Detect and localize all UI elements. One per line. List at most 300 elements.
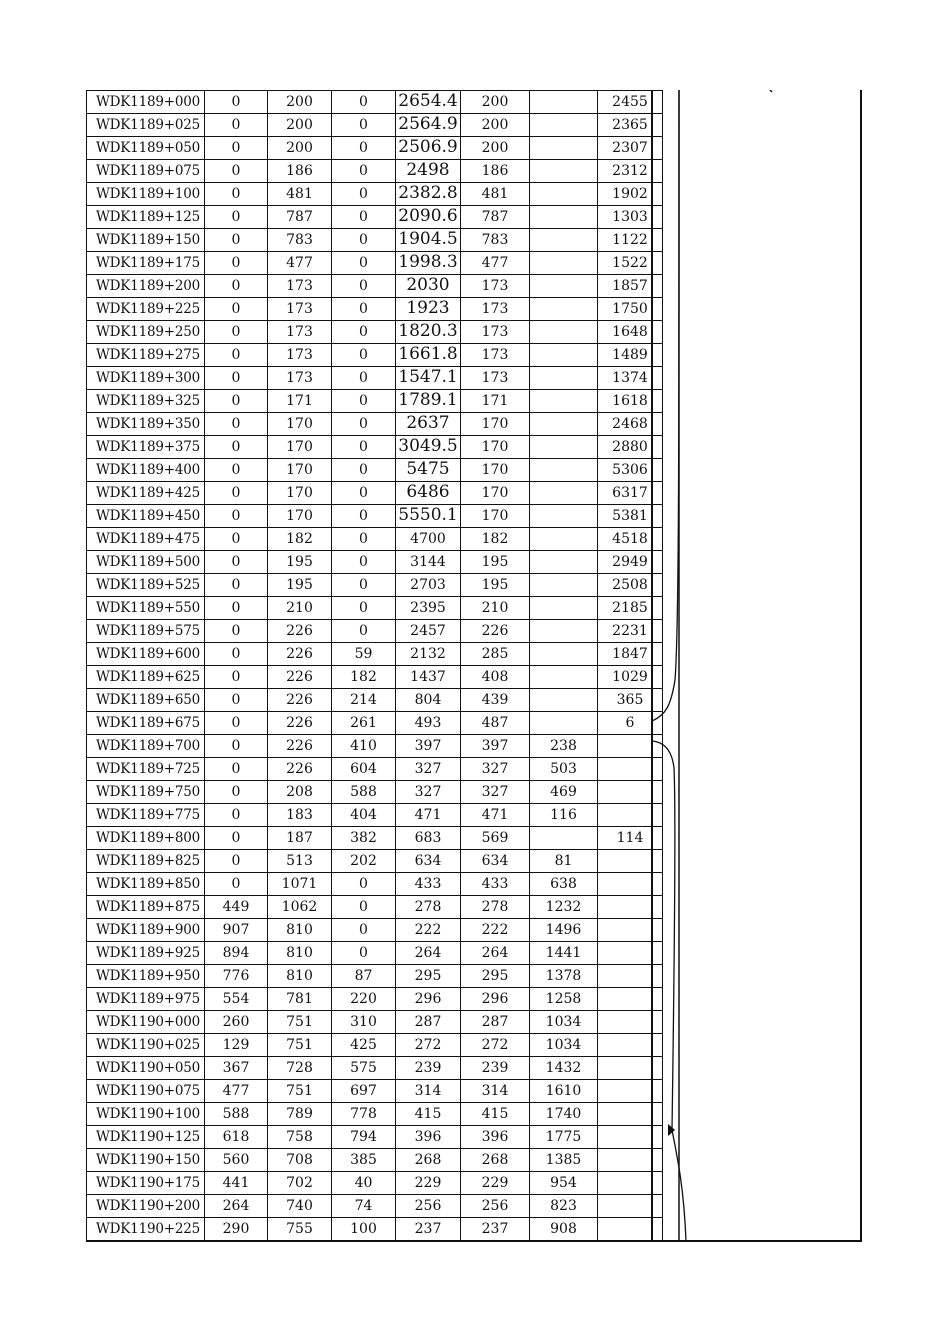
table-cell: 634 <box>461 850 530 873</box>
table-cell: 186 <box>461 160 530 183</box>
table-cell: 226 <box>268 620 332 643</box>
table-cell: 200 <box>268 91 332 114</box>
table-cell: WDK1189+375 <box>87 436 205 459</box>
table-cell: 1258 <box>530 988 598 1011</box>
table-cell: 114 <box>598 827 663 850</box>
table-cell: 0 <box>205 229 268 252</box>
table-cell: 2506.9 <box>396 137 461 160</box>
table-cell: 173 <box>461 367 530 390</box>
table-cell: 238 <box>530 735 598 758</box>
table-cell: 0 <box>332 620 396 643</box>
table-cell: 702 <box>268 1172 332 1195</box>
table-cell: 415 <box>461 1103 530 1126</box>
table-cell: WDK1189+650 <box>87 689 205 712</box>
table-cell: 173 <box>461 275 530 298</box>
table-cell: 0 <box>205 804 268 827</box>
table-cell: 0 <box>332 137 396 160</box>
table-cell: 908 <box>530 1218 598 1241</box>
table-cell: 1740 <box>530 1103 598 1126</box>
table-cell: 314 <box>396 1080 461 1103</box>
table-cell: 0 <box>205 137 268 160</box>
table-cell: 116 <box>530 804 598 827</box>
table-cell: 433 <box>396 873 461 896</box>
table-cell: WDK1189+975 <box>87 988 205 1011</box>
table-cell: 210 <box>268 597 332 620</box>
table-cell: 296 <box>461 988 530 1011</box>
table-cell: 0 <box>332 528 396 551</box>
table-cell: 226 <box>268 735 332 758</box>
table-cell: 0 <box>205 206 268 229</box>
table-cell: 195 <box>268 551 332 574</box>
table-cell: 0 <box>205 252 268 275</box>
table-cell: 6317 <box>598 482 663 505</box>
table-cell: 2564.9 <box>396 114 461 137</box>
table-cell: 2312 <box>598 160 663 183</box>
table-cell: WDK1189+200 <box>87 275 205 298</box>
table-cell: 186 <box>268 160 332 183</box>
table-cell: WDK1189+275 <box>87 344 205 367</box>
table-cell: 604 <box>332 758 396 781</box>
table-cell: WDK1190+150 <box>87 1149 205 1172</box>
table-cell: 894 <box>205 942 268 965</box>
table-cell: 683 <box>396 827 461 850</box>
table-cell: 0 <box>205 459 268 482</box>
table-cell: 296 <box>396 988 461 1011</box>
table-cell: 385 <box>332 1149 396 1172</box>
table-cell: 0 <box>205 91 268 114</box>
table-cell: 0 <box>332 390 396 413</box>
table-cell: 222 <box>461 919 530 942</box>
table-cell: 268 <box>461 1149 530 1172</box>
table-cell: 287 <box>461 1011 530 1034</box>
table-cell: WDK1189+825 <box>87 850 205 873</box>
table-cell: 1029 <box>598 666 663 689</box>
tick-mark <box>770 90 772 92</box>
table-cell: 365 <box>598 689 663 712</box>
table-cell: 396 <box>461 1126 530 1149</box>
table-cell: 1437 <box>396 666 461 689</box>
table-cell: 410 <box>332 735 396 758</box>
table-cell: 1441 <box>530 942 598 965</box>
table-cell: 170 <box>268 482 332 505</box>
table-cell: 327 <box>396 781 461 804</box>
table-cell: 1775 <box>530 1126 598 1149</box>
table-cell: WDK1189+250 <box>87 321 205 344</box>
table-cell: 1923 <box>396 298 461 321</box>
table-cell: 2185 <box>598 597 663 620</box>
table-cell: 404 <box>332 804 396 827</box>
table-cell: WDK1189+175 <box>87 252 205 275</box>
table-cell: 0 <box>205 597 268 620</box>
table-cell: 751 <box>268 1080 332 1103</box>
table-cell: 1489 <box>598 344 663 367</box>
table-cell: WDK1190+175 <box>87 1172 205 1195</box>
table-cell: 487 <box>461 712 530 735</box>
table-cell: WDK1189+425 <box>87 482 205 505</box>
table-cell: 222 <box>396 919 461 942</box>
table-cell: WDK1189+575 <box>87 620 205 643</box>
table-cell: 2090.6 <box>396 206 461 229</box>
table-cell: 1857 <box>598 275 663 298</box>
table-cell: WDK1189+800 <box>87 827 205 850</box>
table-cell: 187 <box>268 827 332 850</box>
table-cell: 264 <box>396 942 461 965</box>
table-cell: 0 <box>205 413 268 436</box>
table-cell: WDK1189+925 <box>87 942 205 965</box>
table-cell: 2457 <box>396 620 461 643</box>
mass-haul-sheet <box>86 90 862 1241</box>
table-cell: 170 <box>268 505 332 528</box>
table-cell: 1378 <box>530 965 598 988</box>
table-cell: WDK1189+100 <box>87 183 205 206</box>
table-cell: 314 <box>461 1080 530 1103</box>
table-cell: 397 <box>396 735 461 758</box>
table-cell: 1904.5 <box>396 229 461 252</box>
table-cell: 0 <box>205 827 268 850</box>
table-cell: 200 <box>268 137 332 160</box>
table-cell: 513 <box>268 850 332 873</box>
table-cell: 195 <box>461 551 530 574</box>
table-cell: 2508 <box>598 574 663 597</box>
table-cell: 170 <box>461 482 530 505</box>
table-cell: 202 <box>332 850 396 873</box>
table-cell: 59 <box>332 643 396 666</box>
table-cell: 2468 <box>598 413 663 436</box>
table-cell: 210 <box>461 597 530 620</box>
table-cell: WDK1189+775 <box>87 804 205 827</box>
table-cell: 171 <box>461 390 530 413</box>
table-cell: 226 <box>268 666 332 689</box>
table-cell: 237 <box>461 1218 530 1241</box>
table-cell: 0 <box>205 114 268 137</box>
table-cell: 804 <box>396 689 461 712</box>
table-cell: 1303 <box>598 206 663 229</box>
table-cell: 220 <box>332 988 396 1011</box>
table-cell: 4518 <box>598 528 663 551</box>
table-cell: 200 <box>461 114 530 137</box>
table-cell: 1648 <box>598 321 663 344</box>
table-cell: 1789.1 <box>396 390 461 413</box>
table-cell: 0 <box>332 91 396 114</box>
table-cell: 3049.5 <box>396 436 461 459</box>
table-cell: 237 <box>396 1218 461 1241</box>
table-cell: 261 <box>332 712 396 735</box>
table-cell: 40 <box>332 1172 396 1195</box>
table-cell: 2455 <box>598 91 663 114</box>
table-cell: WDK1189+700 <box>87 735 205 758</box>
table-cell: 229 <box>396 1172 461 1195</box>
table-cell: 100 <box>332 1218 396 1241</box>
table-cell: 171 <box>268 390 332 413</box>
table-cell: 2498 <box>396 160 461 183</box>
table-cell: 256 <box>396 1195 461 1218</box>
table-cell: 0 <box>205 574 268 597</box>
table-cell: 697 <box>332 1080 396 1103</box>
table-cell: 481 <box>461 183 530 206</box>
table-cell: 182 <box>461 528 530 551</box>
table-cell: WDK1190+000 <box>87 1011 205 1034</box>
table-cell: 200 <box>461 91 530 114</box>
table-cell: WDK1189+900 <box>87 919 205 942</box>
table-cell: 0 <box>332 551 396 574</box>
table-cell: 0 <box>205 781 268 804</box>
table-cell: 708 <box>268 1149 332 1172</box>
table-cell: WDK1189+400 <box>87 459 205 482</box>
table-cell: WDK1189+500 <box>87 551 205 574</box>
table-cell: 268 <box>396 1149 461 1172</box>
table-cell: 5306 <box>598 459 663 482</box>
table-cell: WDK1189+025 <box>87 114 205 137</box>
table-cell: 794 <box>332 1126 396 1149</box>
table-cell: WDK1190+125 <box>87 1126 205 1149</box>
table-cell: 226 <box>461 620 530 643</box>
table-cell: 0 <box>332 321 396 344</box>
table-cell: 0 <box>332 413 396 436</box>
table-cell: 214 <box>332 689 396 712</box>
table-cell: 170 <box>461 459 530 482</box>
table-cell: 0 <box>205 436 268 459</box>
table-cell: 618 <box>205 1126 268 1149</box>
table-cell: 4700 <box>396 528 461 551</box>
table-cell: WDK1189+875 <box>87 896 205 919</box>
table-cell: 1522 <box>598 252 663 275</box>
table-cell: 129 <box>205 1034 268 1057</box>
table-cell: 2382.8 <box>396 183 461 206</box>
table-cell: 170 <box>461 436 530 459</box>
table-cell: 2880 <box>598 436 663 459</box>
table-cell: 295 <box>396 965 461 988</box>
table-cell: 0 <box>205 390 268 413</box>
table-cell: 439 <box>461 689 530 712</box>
table-cell: 327 <box>396 758 461 781</box>
table-cell: 0 <box>205 505 268 528</box>
haul-curve-diagram <box>86 90 862 1241</box>
table-cell: 397 <box>461 735 530 758</box>
table-cell: 260 <box>205 1011 268 1034</box>
table-cell: 182 <box>268 528 332 551</box>
table-cell: 173 <box>268 275 332 298</box>
table-cell: 2703 <box>396 574 461 597</box>
table-cell: 272 <box>461 1034 530 1057</box>
table-cell: 264 <box>461 942 530 965</box>
table-cell: 272 <box>396 1034 461 1057</box>
table-cell: 1062 <box>268 896 332 919</box>
table-cell: 755 <box>268 1218 332 1241</box>
table-cell: 226 <box>268 712 332 735</box>
table-cell: 208 <box>268 781 332 804</box>
table-cell: 1618 <box>598 390 663 413</box>
table-cell: 0 <box>205 689 268 712</box>
table-cell: 954 <box>530 1172 598 1195</box>
table-cell: 0 <box>332 367 396 390</box>
table-cell: 569 <box>461 827 530 850</box>
table-cell: 0 <box>205 735 268 758</box>
table-cell: 471 <box>461 804 530 827</box>
table-cell: 239 <box>396 1057 461 1080</box>
table-cell: 415 <box>396 1103 461 1126</box>
table-cell: 173 <box>461 321 530 344</box>
table-cell: 170 <box>461 413 530 436</box>
table-cell: WDK1189+225 <box>87 298 205 321</box>
table-cell: 170 <box>268 413 332 436</box>
table-cell: 2307 <box>598 137 663 160</box>
table-cell: 1122 <box>598 229 663 252</box>
table-cell: 0 <box>205 873 268 896</box>
table-cell: 1610 <box>530 1080 598 1103</box>
table-cell: 173 <box>268 321 332 344</box>
table-cell: 1750 <box>598 298 663 321</box>
table-cell: 441 <box>205 1172 268 1195</box>
table-cell: 810 <box>268 965 332 988</box>
table-cell: 425 <box>332 1034 396 1057</box>
table-cell: WDK1190+025 <box>87 1034 205 1057</box>
table-cell: 396 <box>396 1126 461 1149</box>
table-cell: 0 <box>205 344 268 367</box>
table-cell: WDK1189+475 <box>87 528 205 551</box>
table-cell: 493 <box>396 712 461 735</box>
table-cell: 471 <box>396 804 461 827</box>
table-cell: WDK1189+550 <box>87 597 205 620</box>
table-cell: 787 <box>268 206 332 229</box>
table-cell: WDK1189+300 <box>87 367 205 390</box>
table-cell: WDK1189+600 <box>87 643 205 666</box>
table-cell: 433 <box>461 873 530 896</box>
table-cell: 740 <box>268 1195 332 1218</box>
table-cell: 87 <box>332 965 396 988</box>
table-cell: 2365 <box>598 114 663 137</box>
table-cell: 1385 <box>530 1149 598 1172</box>
table-cell: 5475 <box>396 459 461 482</box>
table-cell: 787 <box>461 206 530 229</box>
table-cell: 170 <box>268 436 332 459</box>
table-cell: 0 <box>332 942 396 965</box>
table-cell: 1034 <box>530 1011 598 1034</box>
table-cell: WDK1190+075 <box>87 1080 205 1103</box>
table-cell: 0 <box>332 298 396 321</box>
table-cell: 0 <box>205 643 268 666</box>
table-cell: 0 <box>332 896 396 919</box>
table-cell: 0 <box>332 574 396 597</box>
table-cell: WDK1189+525 <box>87 574 205 597</box>
table-cell: 1998.3 <box>396 252 461 275</box>
table-cell: 264 <box>205 1195 268 1218</box>
table-cell: 327 <box>461 758 530 781</box>
table-cell: 173 <box>268 344 332 367</box>
table-cell: 776 <box>205 965 268 988</box>
table-cell: 0 <box>332 873 396 896</box>
table-cell: 0 <box>205 183 268 206</box>
table-cell: 503 <box>530 758 598 781</box>
table-cell: WDK1189+325 <box>87 390 205 413</box>
mass-curve-segment-1 <box>652 90 679 721</box>
table-cell: 1661.8 <box>396 344 461 367</box>
mass-curve-segment-2 <box>652 741 675 1130</box>
table-cell: WDK1190+100 <box>87 1103 205 1126</box>
table-cell: 0 <box>332 275 396 298</box>
table-cell: 6486 <box>396 482 461 505</box>
table-cell: WDK1189+850 <box>87 873 205 896</box>
table-cell: 81 <box>530 850 598 873</box>
table-cell: 278 <box>461 896 530 919</box>
table-cell: 287 <box>396 1011 461 1034</box>
table-cell: 5550.1 <box>396 505 461 528</box>
table-cell: 0 <box>205 712 268 735</box>
table-cell: 0 <box>205 551 268 574</box>
table-cell: 226 <box>268 643 332 666</box>
table-cell: 2132 <box>396 643 461 666</box>
table-cell: 6 <box>598 712 663 735</box>
table-cell: 200 <box>461 137 530 160</box>
table-cell: 477 <box>205 1080 268 1103</box>
table-cell: 183 <box>268 804 332 827</box>
table-cell: 285 <box>461 643 530 666</box>
table-cell: 1847 <box>598 643 663 666</box>
table-cell: 634 <box>396 850 461 873</box>
table-cell: 2395 <box>396 597 461 620</box>
table-cell: 0 <box>332 505 396 528</box>
table-cell: 173 <box>268 367 332 390</box>
table-cell: 783 <box>268 229 332 252</box>
table-cell: 229 <box>461 1172 530 1195</box>
table-cell: 310 <box>332 1011 396 1034</box>
table-cell: 0 <box>332 344 396 367</box>
table-cell: WDK1189+725 <box>87 758 205 781</box>
table-cell: 2654.4 <box>396 91 461 114</box>
table-cell: WDK1189+125 <box>87 206 205 229</box>
table-cell: 0 <box>332 597 396 620</box>
table-cell: 758 <box>268 1126 332 1149</box>
table-cell: 5381 <box>598 505 663 528</box>
table-cell: 449 <box>205 896 268 919</box>
table-cell: 1432 <box>530 1057 598 1080</box>
table-cell: 408 <box>461 666 530 689</box>
table-cell: 778 <box>332 1103 396 1126</box>
table-cell: 823 <box>530 1195 598 1218</box>
table-cell: 0 <box>332 436 396 459</box>
table-cell: 0 <box>205 298 268 321</box>
table-cell: 195 <box>461 574 530 597</box>
table-cell: 0 <box>332 459 396 482</box>
table-cell: 0 <box>332 183 396 206</box>
table-cell: 173 <box>461 344 530 367</box>
table-cell: 195 <box>268 574 332 597</box>
table-cell: 783 <box>461 229 530 252</box>
table-cell: 0 <box>205 620 268 643</box>
table-cell: 200 <box>268 114 332 137</box>
table-cell: 0 <box>205 482 268 505</box>
table-cell: 170 <box>461 505 530 528</box>
table-cell: 170 <box>268 459 332 482</box>
table-cell: 173 <box>461 298 530 321</box>
table-cell: 588 <box>332 781 396 804</box>
table-cell: 239 <box>461 1057 530 1080</box>
table-cell: WDK1189+150 <box>87 229 205 252</box>
table-cell: 278 <box>396 896 461 919</box>
table-cell: 295 <box>461 965 530 988</box>
table-cell: 290 <box>205 1218 268 1241</box>
table-cell: 751 <box>268 1034 332 1057</box>
table-cell: 2231 <box>598 620 663 643</box>
table-cell: WDK1189+625 <box>87 666 205 689</box>
table-cell: WDK1189+075 <box>87 160 205 183</box>
table-cell: 1820.3 <box>396 321 461 344</box>
table-cell: 789 <box>268 1103 332 1126</box>
table-cell: 638 <box>530 873 598 896</box>
table-cell: 0 <box>332 252 396 275</box>
table-cell: 382 <box>332 827 396 850</box>
table-cell: 588 <box>205 1103 268 1126</box>
table-cell: WDK1189+050 <box>87 137 205 160</box>
